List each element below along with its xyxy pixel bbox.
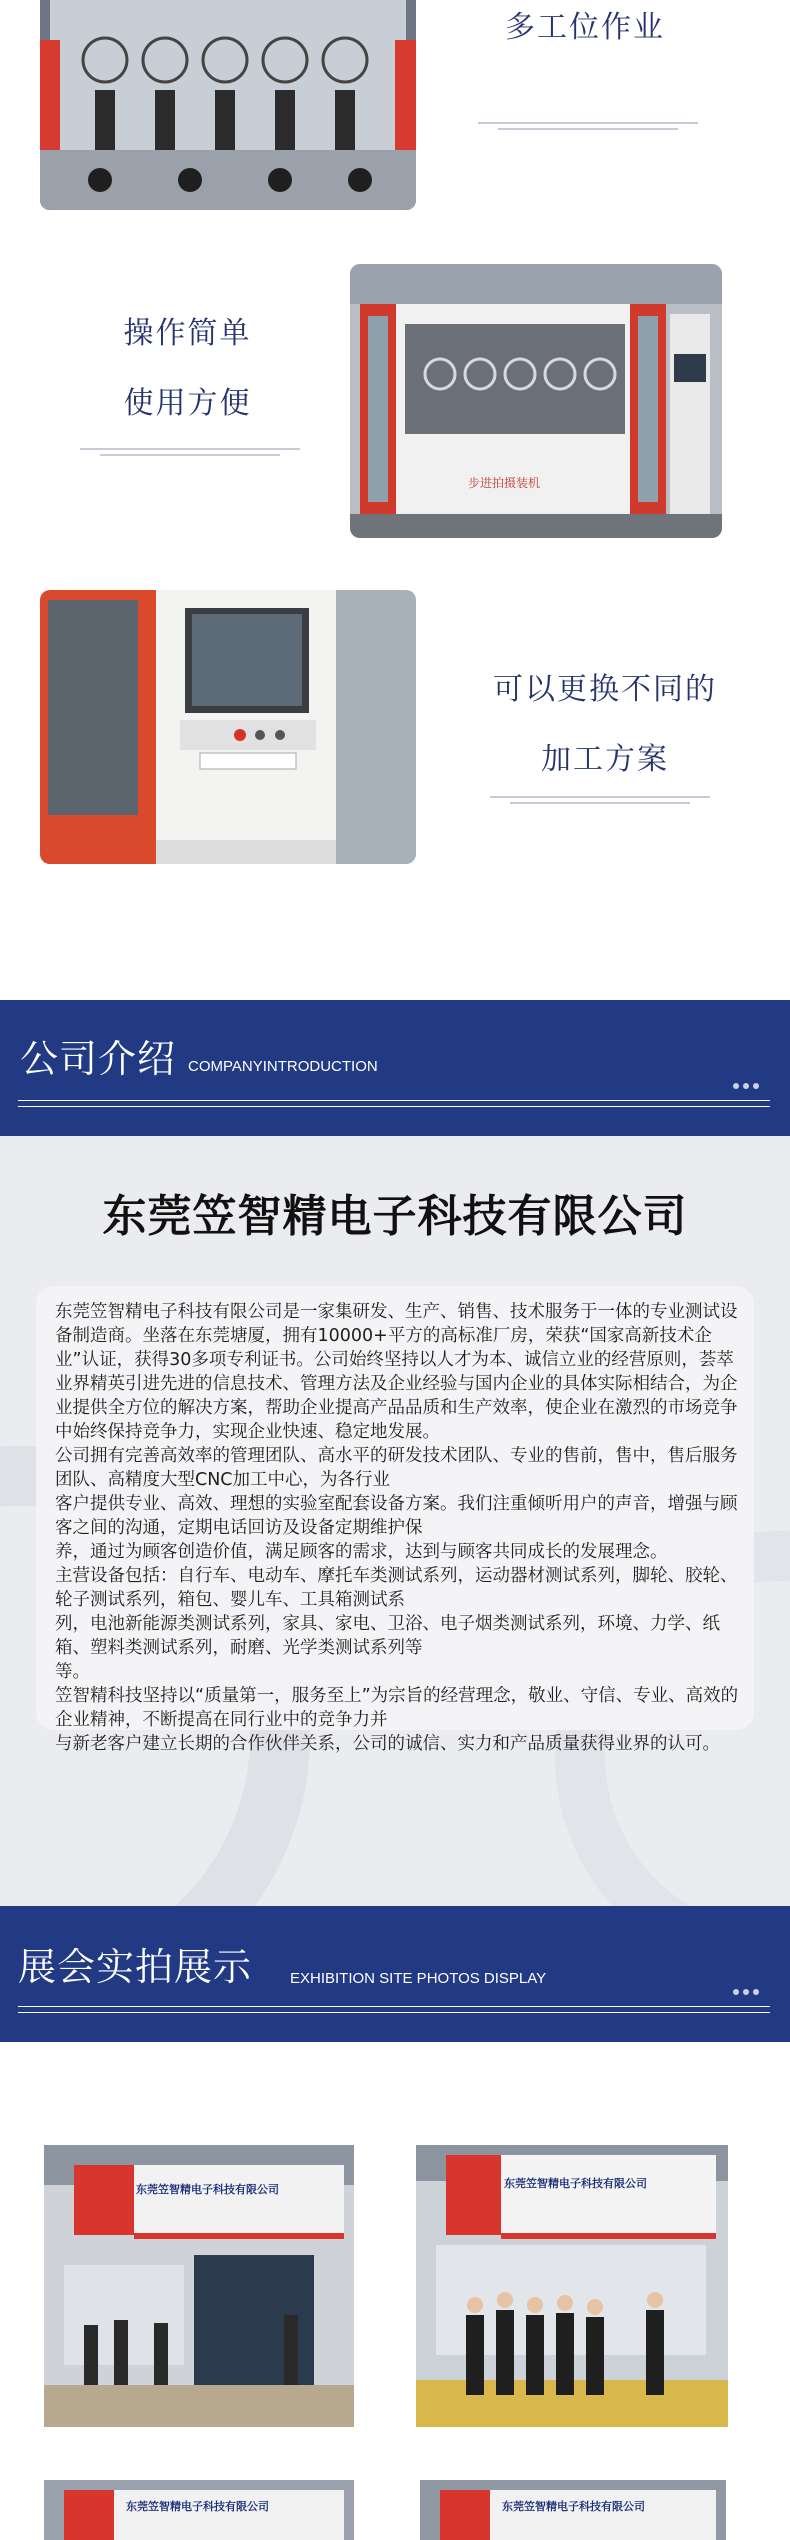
exhibition-photo-2 xyxy=(416,2145,728,2427)
booth-sign-2: 东莞笠智精电子科技有限公司 xyxy=(504,2177,647,2190)
feature-title-process-plan: 加工方案 xyxy=(541,742,669,777)
booth-sign-4: 东莞笠智精电子科技有限公司 xyxy=(502,2500,645,2513)
machine-photo-multistation xyxy=(40,0,416,210)
pager-dots-icon xyxy=(733,1083,759,1089)
company-name: 东莞笠智精电子科技有限公司 xyxy=(102,1191,688,1242)
booth-sign-3: 东莞笠智精电子科技有限公司 xyxy=(126,2500,269,2513)
section-subtitle-exhibition: EXHIBITION SITE PHOTOS DISPLAY xyxy=(290,1970,547,1987)
exhibition-photo-1 xyxy=(44,2145,354,2427)
feature-title-easy-operation: 操作简单 xyxy=(123,316,252,351)
company-intro-text: 东莞笠智精电子科技有限公司是一家集研发、生产、销售、技术服务于一体的专业测试设备制造商。坐落在东莞塘厦，拥有10000+平方的高标准厂房，荣获“国家高新技术企业”认证，获得30多项专利证书。公司始终坚持以人才为本、诚信立业的经营原则，荟萃业界精英引进先进的信息技术、管理方法及企业经验与国内企业的具体实际相结合，为企业提供全方位的解决方案，帮助企业提高产品品质和生产效率，使企业在激烈的市场竞争中始终保持竞争力，实现企业快速、稳定地发展。 公司拥有完善高效率的管理团队、高水平的研发技术团队、专业的售前，售中，售后服务团队、高精度大型CNC加工中心，为各行业 客户提供专业、高效、理想的实验室配套设备方案。我们注重倾听用户的声音，增强与顾客之间的沟通，定期电话回访及设备定期维护保 养，通过为顾客创造价值，满足顾客的需求，达到与顾客共同成长的发展理念。 主营设备包括：自行车、电动车、摩托车类测试系列，运动器材测试系列，脚轮、胶轮、轮子测试系列，箱包、婴儿车、工具箱测试系 列，电池新能源类测试系列，家具、家电、卫浴、电子烟类测试系列，环境、力学、纸箱、塑料类测试系列，耐磨、光学类测试系列等 等。 笠智精科技坚持以“质量第一，服务至上”为宗旨的经营理念，敬业、守信、专业、高效的企业精神，不断提高在同行业中的竞争力并 与新老客户建立长期的合作伙伴关系，公司的诚信、实力和产品质量获得业界的认可。 xyxy=(55,1302,739,1754)
section-header-exhibition xyxy=(0,1906,790,2042)
pager-dots-icon xyxy=(733,1989,759,1995)
section-divider-exhibition-2 xyxy=(18,2012,770,2013)
section-subtitle-company: COMPANYINTRODUCTION xyxy=(188,1058,378,1075)
section-header-company xyxy=(0,1000,790,1136)
section-divider-exhibition-1 xyxy=(18,2006,770,2007)
feature-title-change-plan: 可以更换不同的 xyxy=(493,672,717,707)
section-divider-company-1 xyxy=(18,1100,770,1101)
section-title-exhibition: 展会实拍展示 xyxy=(18,1945,253,1989)
feature-decor-text-1 xyxy=(468,118,708,138)
machine-photo-control-panel xyxy=(40,590,416,864)
booth-sign-1: 东莞笠智精电子科技有限公司 xyxy=(136,2183,279,2196)
feature-decor-text-2 xyxy=(70,444,310,464)
exhibition-photo-4 xyxy=(420,2480,726,2540)
machine-label: 步进拍摄装机 xyxy=(468,476,541,490)
section-divider-company-2 xyxy=(18,1106,770,1107)
feature-decor-text-3 xyxy=(480,792,720,812)
feature-title-easy-use: 使用方便 xyxy=(123,386,252,421)
section-title-company: 公司介绍 xyxy=(20,1037,177,1081)
machine-photo-cabinet xyxy=(350,264,722,538)
feature-title-multistation: 多工位作业 xyxy=(505,10,665,45)
exhibition-photo-3 xyxy=(44,2480,354,2540)
